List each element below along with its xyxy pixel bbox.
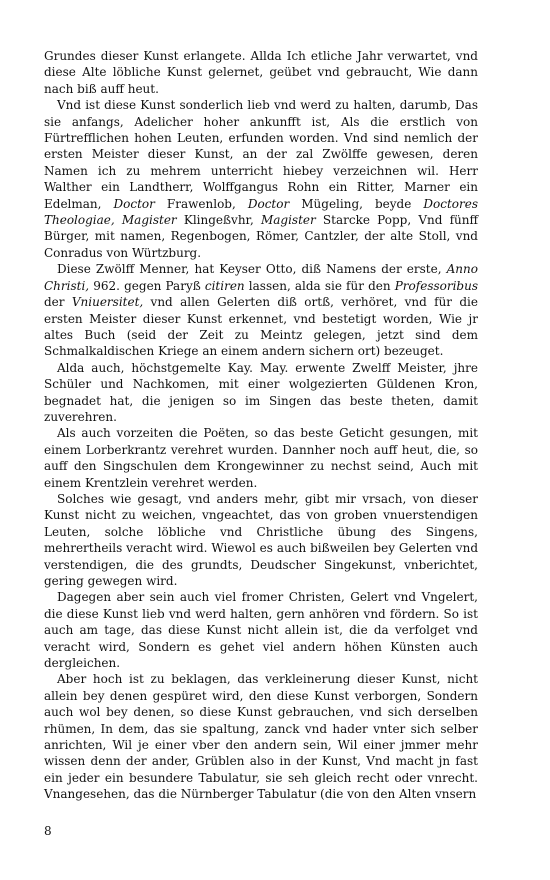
paragraph bbox=[44, 97, 478, 261]
italic-text: Doctor bbox=[113, 196, 155, 211]
italic-text: Professoribus bbox=[394, 278, 478, 293]
page-number: 8 bbox=[44, 824, 52, 838]
italic-text: Doctores Theologiae, Magister bbox=[44, 196, 478, 228]
text-run: Grundes dieser Kunst erlangete. Allda Ich etliche Jahr verwartet, vnd diese Alte löbliche Kunst gelernet, geübet vnd gebraucht, Wie dann nach biß auff heut. bbox=[44, 49, 478, 96]
paragraph bbox=[44, 589, 478, 671]
text-run: Starcke Popp, Vnd fünff Bürger, mit namen, Regenbogen, Römer, Cantzler, der alte Stoll, vnd Conradus von Würtzburg. bbox=[44, 213, 478, 260]
italic-text: Doctor bbox=[247, 196, 290, 211]
italic-text: citiren bbox=[204, 278, 245, 293]
text-run: Mügeling, beyde bbox=[289, 196, 424, 211]
text-run: Frawenlob, bbox=[154, 196, 248, 211]
text-run: Vnd ist diese Kunst sonderlich lieb vnd werd zu halten, darumb, Das sie anfangs, Adelicher hoher ankunfft ist, Als die erstlich von Fürtrefflichen hohen Leuten, erfunden worden. Vnd sind nemlich der ersten Meister dieser Kunst, an der zal Zwölffe gewesen, deren Namen ich zu mehrem unterricht hiebey verzeichnen wil. Herr Walther ein Landtherr, Wolffgangus Rohn ein Ritter, Marner ein Edelman, bbox=[44, 98, 478, 211]
paragraph bbox=[44, 425, 478, 491]
text-run: Aber hoch ist zu beklagen, das verkleinerung dieser Kunst, nicht allein bey denen gespüret wird, den diese Kunst verborgen, Sondern auch wol bey denen, so diese Kunst gebrauchen, vnd sich derselben rhümen, In dem, das sie spaltung, zanck vnd hader vnter sich selber anrichten, Wil je einer vber den andern sein, Wil einer jmmer mehr wissen denn der ander, Grüblen also in der Kunst, Vnd macht jn fast ein jeder ein besundere Tabulatur, sie seh gleich recht oder vnrecht. Vnangesehen, das die Nürnberger Tabulatur (die von den Alten vnsern bbox=[44, 672, 478, 802]
paragraph bbox=[44, 261, 478, 359]
paragraph bbox=[44, 360, 478, 426]
text-run: 962. gegen Paryß bbox=[89, 278, 205, 293]
text-run: Als auch vorzeiten die Poëten, so das beste Geticht gesungen, mit einem Lorberkrantz verehret wurden. Dannher noch auff heut, die, so auff den Singschulen dem Krongewinner zu nechst seind, Auch mit einem Krentzlein verehret werden. bbox=[44, 426, 478, 490]
text-run: lassen, alda sie für den bbox=[244, 278, 395, 293]
text-run: Alda auch, höchstgemelte Kay. May. erwente Zwelff Meister, jhre Schüler und Nachkomen, mit einer wolgezierten Güldenen Kron, begnadet hat, die jenigen so im Singen das beste theten, damit zuverehren. bbox=[44, 360, 478, 424]
paragraph bbox=[44, 491, 478, 589]
italic-text: Anno Christi, bbox=[44, 262, 478, 293]
text-run: der bbox=[44, 295, 72, 310]
text-run: Solches wie gesagt, vnd anders mehr, gibt mir vrsach, von dieser Kunst nicht zu weichen, vngeachtet, das von groben vnuerstendigen Leuten, solche löbliche vnd Christliche übung des Singens, mehrertheils veracht wird. Wiewol es auch bißweilen bey Gelerten vnd verstendigen, die des grundts, Deudscher Singekunst, vnberichtet, gering gewegen wird. bbox=[44, 491, 478, 588]
italic-text: Magister bbox=[260, 213, 316, 228]
paragraph bbox=[44, 48, 478, 97]
paragraph bbox=[44, 671, 478, 802]
body-text bbox=[44, 48, 478, 803]
italic-text: Vniuersitet, bbox=[71, 295, 144, 310]
text-run: Diese Zwölff Menner, hat Keyser Otto, diß Namens der erste, bbox=[57, 262, 447, 277]
text-run: Klingeßvhr, bbox=[176, 213, 261, 228]
text-run: vnd allen Gelerten diß ortß, verhöret, vnd für die ersten Meister dieser Kunst erkennet, vnd bestetigt worden, Wie jr altes Buch (seid der Zeit zu Meintz gelegen, jetzt sind dem Schmalkaldischen Kriege an einem andern sichern ort) bezeuget. bbox=[44, 295, 478, 359]
text-run: Dagegen aber sein auch viel fromer Christen, Gelert vnd Vngelert, die diese Kunst lieb vnd werd halten, gern anhören vnd fördern. So ist auch am tage, das diese Kunst nicht allein ist, die da verfolget vnd veracht wird, Sondern es gehet viel andern höhen Künsten auch dergleichen. bbox=[44, 590, 478, 671]
